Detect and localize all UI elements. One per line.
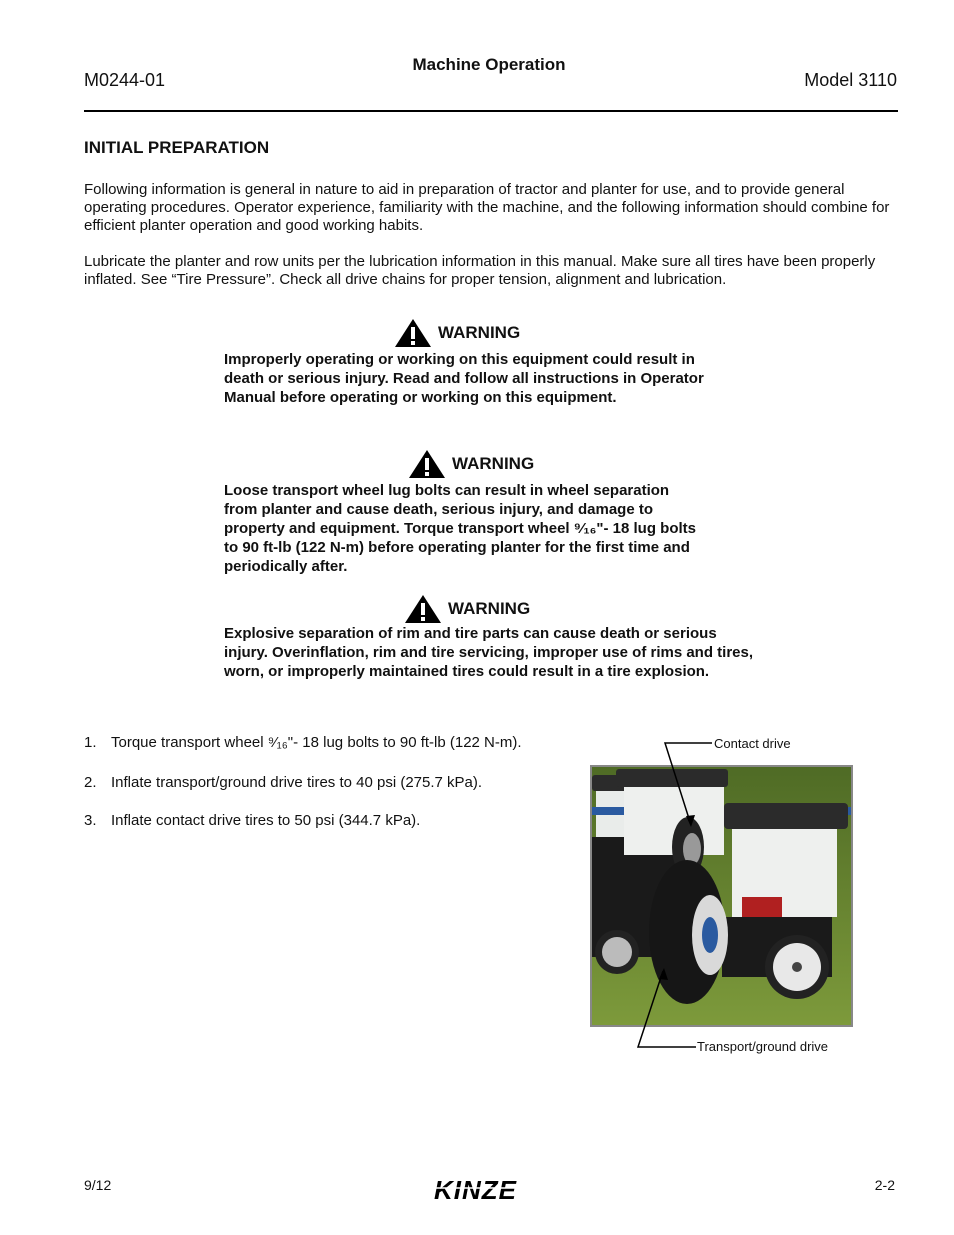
warning-triangle-icon (408, 449, 446, 479)
warning-text (224, 481, 696, 576)
step-number: 2. (84, 774, 97, 791)
callout-contact-drive: Contact drive (714, 736, 791, 751)
warning-line: Manual before operating or working on this equipment. (224, 389, 617, 406)
warning-triangle-icon (404, 594, 442, 624)
warning-line: periodically after. (224, 558, 348, 575)
warning-line: Loose transport wheel lug bolts can result in wheel separation (224, 482, 670, 499)
page-number: 2-2 (874, 1177, 895, 1193)
warning-line: injury. Overinflation, rim and tire servicing, improper use of rims and tires, (224, 644, 754, 661)
list-item (84, 812, 420, 829)
list-item (84, 774, 482, 791)
warning-heading (404, 594, 530, 624)
warning-line: to 90 ft-lb (122 N-m) before operating planter for the first time and (224, 539, 690, 556)
revision-date: 9/12 (84, 1177, 112, 1193)
document-number: M0244-01 (84, 70, 166, 90)
step-number: 1. (84, 734, 97, 751)
warning-line: from planter and cause death, serious injury, and damage to (224, 501, 653, 518)
warning-line: Explosive separation of rim and tire parts can cause death or serious (224, 625, 717, 642)
lubrication-paragraph: Lubricate the planter and row units per the lubrication information in this manual. Make sure all tires have been properly inflated. See “Tire Pressure”. Check all drive chains for proper tension, alignment and lubrication. (84, 253, 876, 288)
warning-title: WARNING (448, 599, 531, 618)
warning-heading (394, 318, 520, 348)
intro-paragraph: Following information is general in nature to aid in preparation of tractor and planter for use, and to provide general operating procedures. Operator experience, familiarity with the machine, and the following information should combine for efficient planter operation and good working habits. (84, 181, 890, 234)
callout-leaders (630, 735, 740, 1055)
header-divider (84, 110, 898, 112)
warning-line: death or serious injury. Read and follow all instructions in Operator (224, 370, 704, 387)
warning-title: WARNING (452, 454, 535, 473)
warning-text (224, 350, 704, 407)
step-text: Inflate contact drive tires to 50 psi (344.7 kPa). (111, 812, 421, 829)
step-number: 3. (84, 812, 97, 829)
list-item (84, 734, 522, 751)
warning-heading (408, 449, 534, 479)
warning-triangle-icon (394, 318, 432, 348)
warning-line: Improperly operating or working on this equipment could result in (224, 351, 695, 368)
warning-title: WARNING (438, 323, 521, 342)
kinze-logo-mark (430, 1176, 550, 1204)
step-text: Torque transport wheel ⁹⁄₁₆"- 18 lug bolts to 90 ft-lb (122 N-m). (111, 734, 522, 751)
callout-transport-ground-drive: Transport/ground drive (697, 1039, 829, 1054)
kinze-logo (430, 1176, 550, 1209)
section-title: INITIAL PREPARATION (84, 138, 270, 157)
section-header: Machine Operation (412, 55, 566, 74)
model-label: Model 3110 (804, 70, 897, 90)
warning-line: worn, or improperly maintained tires could result in a tire explosion. (224, 663, 710, 680)
logo-text: KINZE (434, 1176, 517, 1204)
warning-text (224, 624, 753, 681)
warning-line: property and equipment. Torque transport wheel ⁹⁄₁₆"- 18 lug bolts (224, 520, 697, 537)
step-text: Inflate transport/ground drive tires to 40 psi (275.7 kPa). (111, 774, 483, 791)
